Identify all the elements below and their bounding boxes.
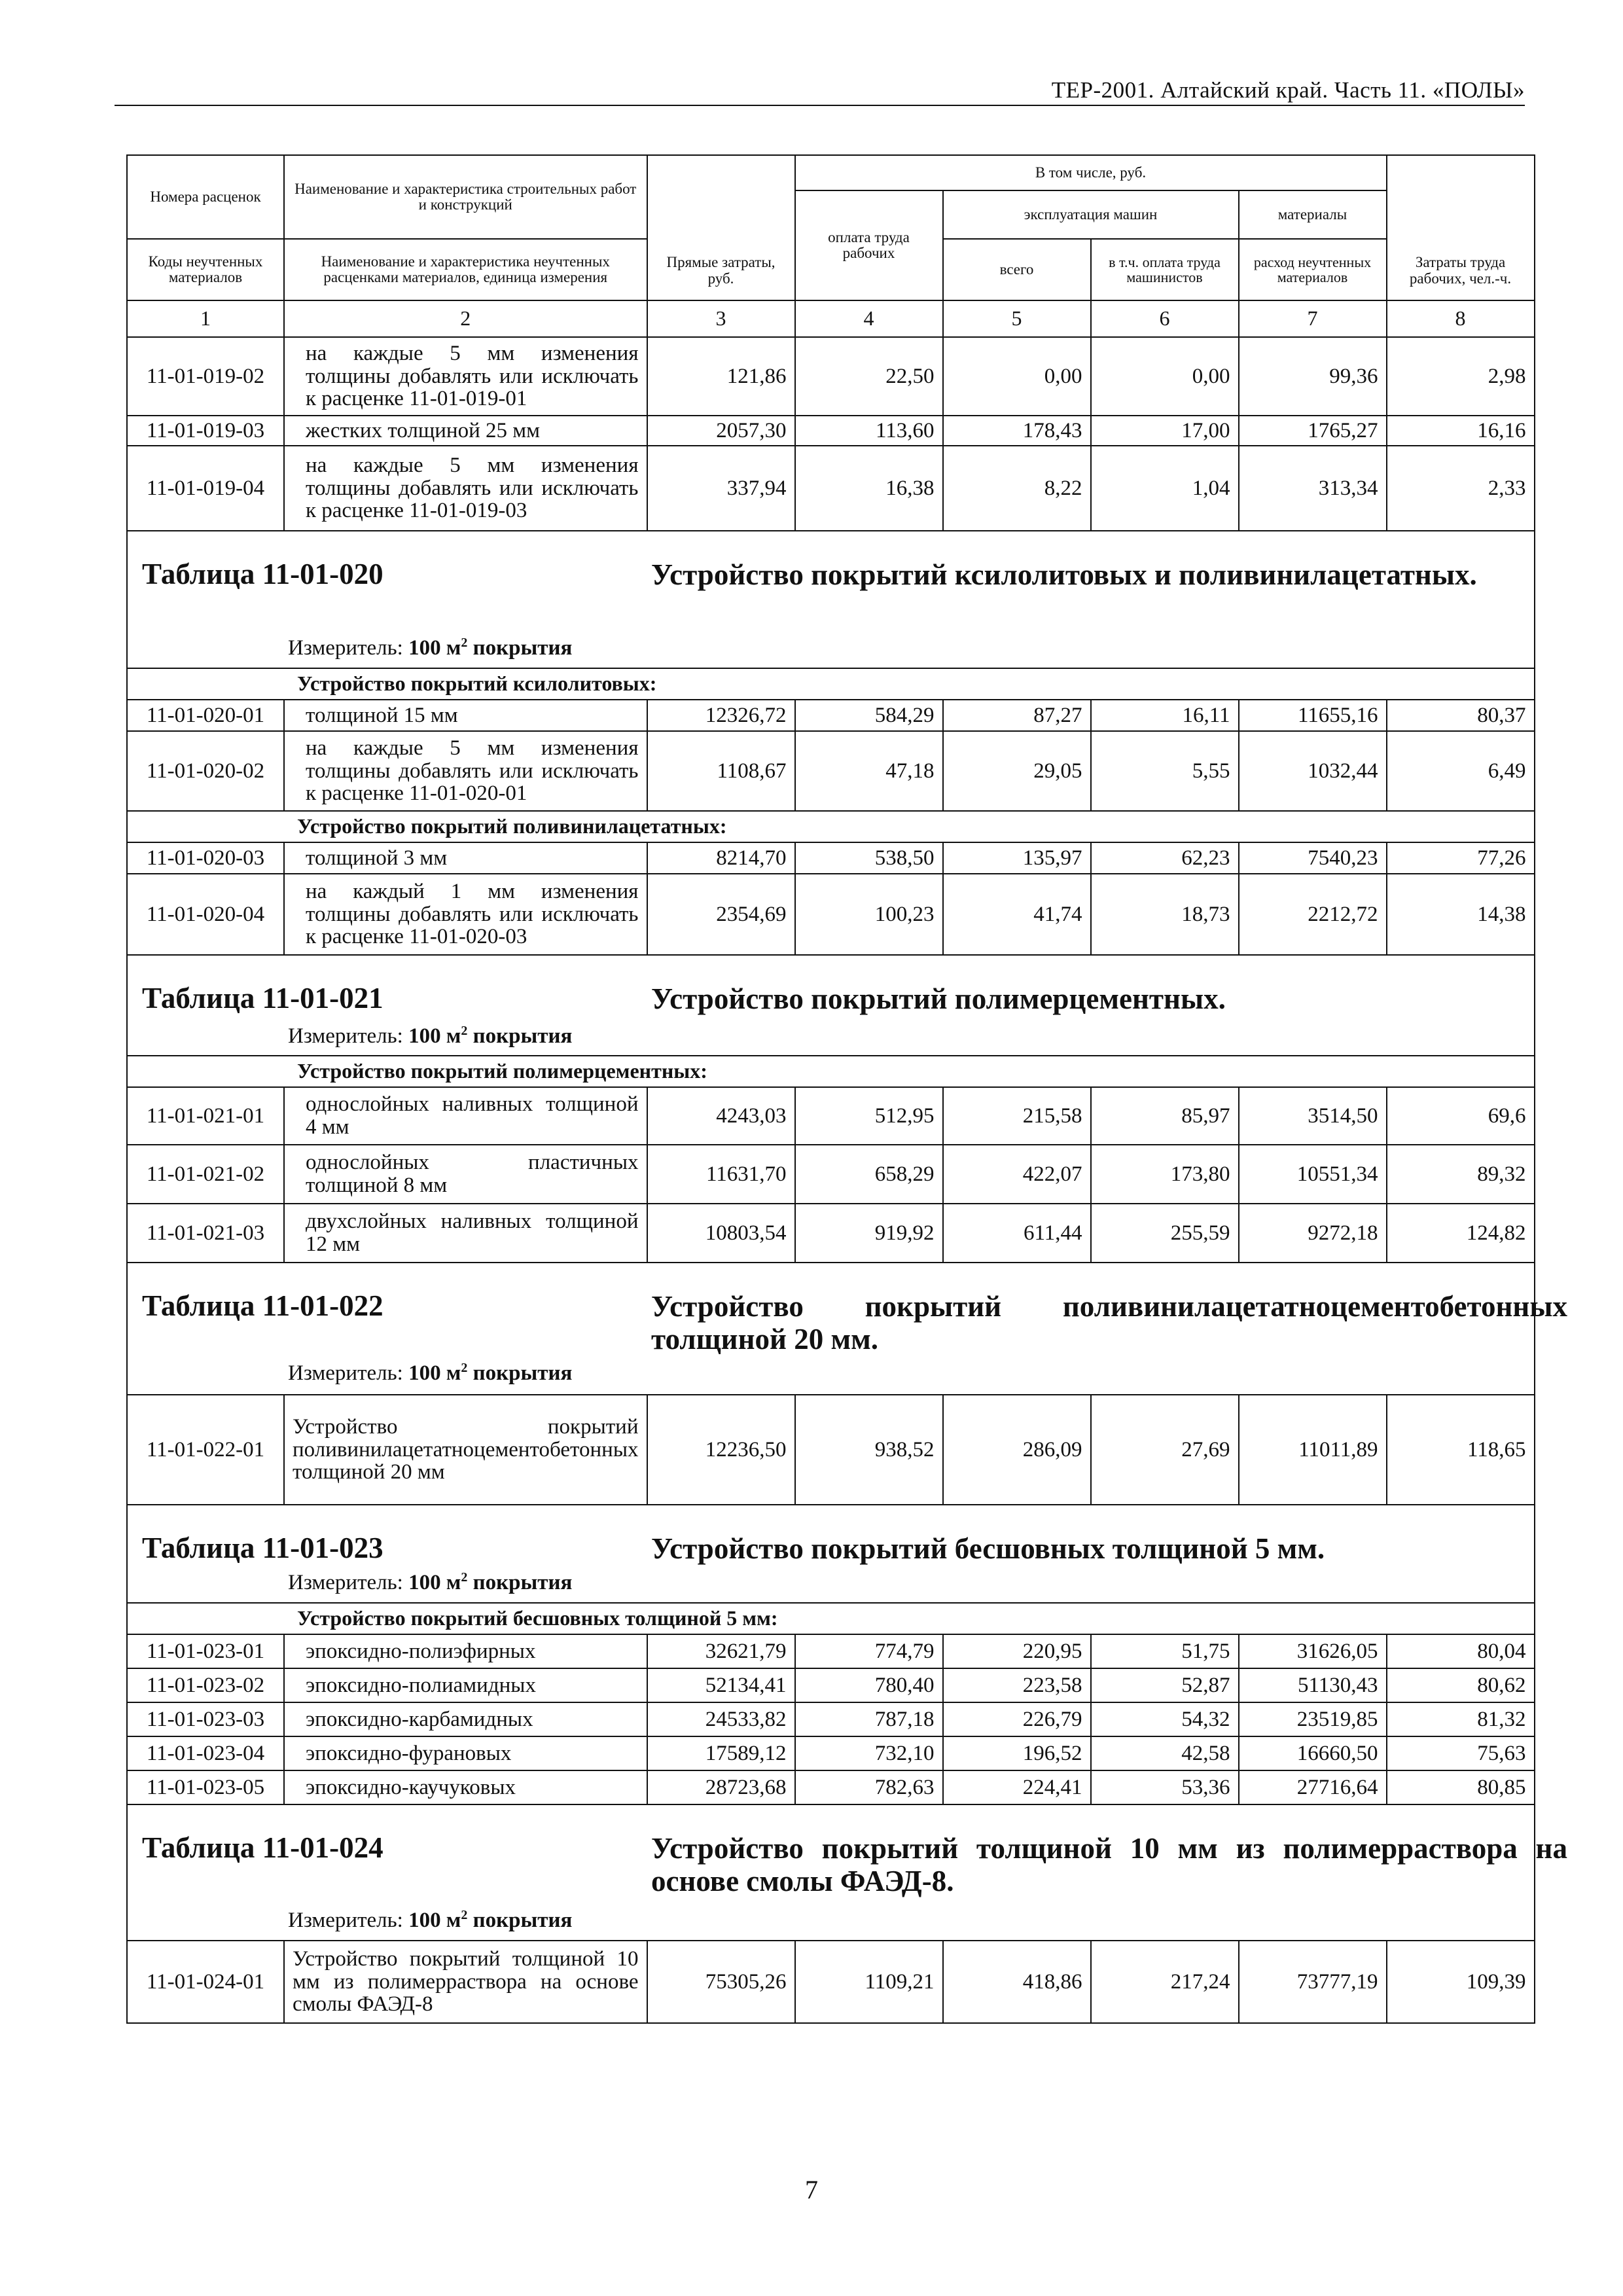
header-row-1	[127, 155, 1535, 190]
row-value: 732,10	[795, 1736, 943, 1770]
row-code: 11-01-019-04	[127, 446, 284, 531]
row-value: 41,74	[943, 874, 1091, 955]
header-col7: расход неучтенных материалов	[1239, 239, 1387, 300]
row-value: 12236,50	[647, 1395, 795, 1505]
row-value: 8,22	[943, 446, 1091, 531]
row-value: 18,73	[1091, 874, 1239, 955]
table-row	[127, 416, 1535, 446]
row-value: 4243,03	[647, 1087, 795, 1145]
header-col2-top: Наименование и характеристика строительных работ и конструкций	[284, 155, 647, 239]
row-value: 178,43	[943, 416, 1091, 446]
row-name: эпоксидно-полиэфирных	[284, 1634, 647, 1668]
row-value: 27,69	[1091, 1395, 1239, 1505]
row-value: 5,55	[1091, 731, 1239, 811]
row-value: 75,63	[1387, 1736, 1535, 1770]
row-value: 1032,44	[1239, 731, 1387, 811]
row-code: 11-01-021-02	[127, 1145, 284, 1204]
row-value: 9272,18	[1239, 1204, 1387, 1263]
table-heading-row	[127, 955, 1535, 1056]
table-label: Таблица 11-01-020	[142, 558, 383, 590]
row-value: 73777,19	[1239, 1941, 1387, 2023]
meter-line: Измеритель: 100 $м^2$ покрытия	[288, 1024, 573, 1048]
row-value: 16,11	[1091, 700, 1239, 731]
table-row	[127, 1634, 1535, 1668]
header-numbers-row	[127, 300, 1535, 337]
section-row	[127, 1603, 1535, 1634]
row-code: 11-01-020-01	[127, 700, 284, 731]
row-value: 512,95	[795, 1087, 943, 1145]
row-value: 538,50	[795, 842, 943, 874]
section-title: Устройство покрытий ксилолитовых:	[284, 668, 1535, 700]
row-code: 11-01-019-02	[127, 337, 284, 416]
row-value: 31626,05	[1239, 1634, 1387, 1668]
row-value: 782,63	[795, 1770, 943, 1804]
row-value: 80,37	[1387, 700, 1535, 731]
row-value: 47,18	[795, 731, 943, 811]
row-code: 11-01-020-04	[127, 874, 284, 955]
row-code: 11-01-021-03	[127, 1204, 284, 1263]
header-col4: оплата труда рабочих	[795, 190, 943, 300]
row-value: 220,95	[943, 1634, 1091, 1668]
row-code: 11-01-023-03	[127, 1702, 284, 1736]
row-value: 53,36	[1091, 1770, 1239, 1804]
row-value: 2354,69	[647, 874, 795, 955]
col-number: 2	[284, 300, 647, 337]
row-value: 337,94	[647, 446, 795, 531]
row-value: 196,52	[943, 1736, 1091, 1770]
table-row	[127, 1702, 1535, 1736]
table-row	[127, 842, 1535, 874]
row-code: 11-01-023-04	[127, 1736, 284, 1770]
header-col5: всего	[943, 239, 1091, 300]
header-col3: Прямые затраты, руб.	[647, 155, 795, 300]
row-value: 2,98	[1387, 337, 1535, 416]
row-value: 17,00	[1091, 416, 1239, 446]
table-label: Таблица 11-01-023	[142, 1532, 383, 1564]
row-name: Устройство покрытий поливинилацетатноцементобетонных толщиной 20 мм	[284, 1395, 647, 1505]
row-value: 2212,72	[1239, 874, 1387, 955]
row-value: 2,33	[1387, 446, 1535, 531]
row-value: 0,00	[943, 337, 1091, 416]
table-row	[127, 874, 1535, 955]
row-value: 780,40	[795, 1668, 943, 1702]
row-value: 422,07	[943, 1145, 1091, 1204]
row-value: 226,79	[943, 1702, 1091, 1736]
row-value: 62,23	[1091, 842, 1239, 874]
header-col8: Затраты труда рабочих, чел.-ч.	[1387, 155, 1535, 300]
row-value: 89,32	[1387, 1145, 1535, 1204]
row-value: 919,92	[795, 1204, 943, 1263]
row-value: 80,62	[1387, 1668, 1535, 1702]
meter-line: Измеритель: 100 $м^2$ покрытия	[288, 1570, 573, 1594]
col-number: 5	[943, 300, 1091, 337]
row-name: эпоксидно-фурановых	[284, 1736, 647, 1770]
row-value: 14,38	[1387, 874, 1535, 955]
row-value: 611,44	[943, 1204, 1091, 1263]
row-name: на каждые 5 мм изменения толщины добавлять или исключать к расценке 11-01-020-01	[284, 731, 647, 811]
row-value: 32621,79	[647, 1634, 795, 1668]
row-value: 51130,43	[1239, 1668, 1387, 1702]
header-group: В том числе, руб.	[795, 155, 1387, 190]
row-value: 16,16	[1387, 416, 1535, 446]
row-value: 224,41	[943, 1770, 1091, 1804]
table-row	[127, 1204, 1535, 1263]
table-title: Устройство покрытий полимерцементных.	[651, 982, 1226, 1015]
row-value: 80,85	[1387, 1770, 1535, 1804]
section-title: Устройство покрытий поливинилацетатных:	[284, 811, 1535, 842]
row-value: 2057,30	[647, 416, 795, 446]
table-row	[127, 337, 1535, 416]
row-value: 77,26	[1387, 842, 1535, 874]
row-value: 54,32	[1091, 1702, 1239, 1736]
row-value: 87,27	[943, 700, 1091, 731]
col-number: 8	[1387, 300, 1535, 337]
running-header: ТЕР-2001. Алтайский край. Часть 11. «ПОЛЫ»	[1051, 77, 1525, 103]
row-value: 11011,89	[1239, 1395, 1387, 1505]
row-value: 16660,50	[1239, 1736, 1387, 1770]
row-value: 286,09	[943, 1395, 1091, 1505]
page-number: 7	[805, 2175, 818, 2204]
row-value: 11655,16	[1239, 700, 1387, 731]
row-value: 6,49	[1387, 731, 1535, 811]
row-value: 16,38	[795, 446, 943, 531]
row-name: Устройство покрытий толщиной 10 мм из полимерраствора на основе смолы ФАЭД-8	[284, 1941, 647, 2023]
row-value: 1109,21	[795, 1941, 943, 2023]
table-row	[127, 1087, 1535, 1145]
row-value: 42,58	[1091, 1736, 1239, 1770]
header-materials: материалы	[1239, 190, 1387, 239]
row-value: 658,29	[795, 1145, 943, 1204]
row-value: 124,82	[1387, 1204, 1535, 1263]
table-row	[127, 1770, 1535, 1804]
col-number: 7	[1239, 300, 1387, 337]
row-code: 11-01-023-01	[127, 1634, 284, 1668]
row-name: на каждые 5 мм изменения толщины добавлять или исключать к расценке 11-01-019-01	[284, 337, 647, 416]
row-code: 11-01-020-03	[127, 842, 284, 874]
row-name: жестких толщиной 25 мм	[284, 416, 647, 446]
section-row	[127, 811, 1535, 842]
row-value: 100,23	[795, 874, 943, 955]
row-code: 11-01-021-01	[127, 1087, 284, 1145]
header-col1-bottom: Коды неучтенных материалов	[127, 239, 284, 300]
row-value: 28723,68	[647, 1770, 795, 1804]
row-value: 12326,72	[647, 700, 795, 731]
meter-line: Измеритель: 100 $м^2$ покрытия	[288, 1361, 573, 1385]
header-col1-top: Номера расценок	[127, 155, 284, 239]
col-number: 4	[795, 300, 943, 337]
col-number: 1	[127, 300, 284, 337]
table-row	[127, 700, 1535, 731]
row-name: эпоксидно-карбамидных	[284, 1702, 647, 1736]
row-value: 938,52	[795, 1395, 943, 1505]
row-name: эпоксидно-полиамидных	[284, 1668, 647, 1702]
row-code: 11-01-019-03	[127, 416, 284, 446]
row-value: 69,6	[1387, 1087, 1535, 1145]
table-label: Таблица 11-01-022	[142, 1289, 383, 1322]
row-name: однослойных пластичных толщиной 8 мм	[284, 1145, 647, 1204]
row-value: 1765,27	[1239, 416, 1387, 446]
row-value: 3514,50	[1239, 1087, 1387, 1145]
header-rule	[115, 105, 1525, 106]
row-name: толщиной 15 мм	[284, 700, 647, 731]
table-label: Таблица 11-01-024	[142, 1831, 383, 1864]
table-row	[127, 1145, 1535, 1204]
row-value: 10803,54	[647, 1204, 795, 1263]
row-value: 52134,41	[647, 1668, 795, 1702]
table-title: Устройство покрытий ксилолитовых и поливинилацетатных.	[651, 558, 1477, 591]
row-code: 11-01-023-02	[127, 1668, 284, 1702]
row-value: 99,36	[1239, 337, 1387, 416]
row-code: 11-01-024-01	[127, 1941, 284, 2023]
table-heading-row	[127, 531, 1535, 668]
header-col6: в т.ч. оплата труда машинистов	[1091, 239, 1239, 300]
section-row	[127, 668, 1535, 700]
row-value: 0,00	[1091, 337, 1239, 416]
row-name: на каждый 1 мм изменения толщины добавлять или исключать к расценке 11-01-020-03	[284, 874, 647, 955]
row-value: 10551,34	[1239, 1145, 1387, 1204]
table-row	[127, 1941, 1535, 2023]
row-code: 11-01-020-02	[127, 731, 284, 811]
row-value: 113,60	[795, 416, 943, 446]
table-row	[127, 1736, 1535, 1770]
row-value: 118,65	[1387, 1395, 1535, 1505]
table-row	[127, 1395, 1535, 1505]
row-value: 217,24	[1091, 1941, 1239, 2023]
row-value: 7540,23	[1239, 842, 1387, 874]
table-heading-row	[127, 1263, 1535, 1395]
row-value: 774,79	[795, 1634, 943, 1668]
row-value: 787,18	[795, 1702, 943, 1736]
row-name: однослойных наливных толщиной 4 мм	[284, 1087, 647, 1145]
meter-line: Измеритель: 100 $м^2$ покрытия	[288, 636, 573, 660]
table-label: Таблица 11-01-021	[142, 982, 383, 1014]
meter-line: Измеритель: 100 $м^2$ покрытия	[288, 1908, 573, 1932]
row-value: 223,58	[943, 1668, 1091, 1702]
table-title: Устройство покрытий бесшовных толщиной 5 мм.	[651, 1532, 1325, 1565]
row-value: 418,86	[943, 1941, 1091, 2023]
table-title: Устройство покрытий поливинилацетатноцементобетонных толщиной 20 мм.	[651, 1290, 1567, 1355]
row-value: 81,32	[1387, 1702, 1535, 1736]
row-value: 135,97	[943, 842, 1091, 874]
row-value: 17589,12	[647, 1736, 795, 1770]
table-heading-row	[127, 1804, 1535, 1941]
col-number: 3	[647, 300, 795, 337]
header-machines: эксплуатация машин	[943, 190, 1239, 239]
row-value: 27716,64	[1239, 1770, 1387, 1804]
table-title: Устройство покрытий толщиной 10 мм из полимерраствора на основе смолы ФАЭД-8.	[651, 1832, 1567, 1897]
row-value: 29,05	[943, 731, 1091, 811]
row-code: 11-01-023-05	[127, 1770, 284, 1804]
row-value: 22,50	[795, 337, 943, 416]
row-value: 75305,26	[647, 1941, 795, 2023]
row-value: 109,39	[1387, 1941, 1535, 2023]
row-value: 584,29	[795, 700, 943, 731]
col-number: 6	[1091, 300, 1239, 337]
row-value: 85,97	[1091, 1087, 1239, 1145]
row-value: 255,59	[1091, 1204, 1239, 1263]
row-name: двухслойных наливных толщиной 12 мм	[284, 1204, 647, 1263]
row-value: 1,04	[1091, 446, 1239, 531]
row-value: 1108,67	[647, 731, 795, 811]
row-code: 11-01-022-01	[127, 1395, 284, 1505]
row-name: толщиной 3 мм	[284, 842, 647, 874]
header-col2-bottom: Наименование и характеристика неучтенных расценками материалов, единица измерения	[284, 239, 647, 300]
price-table	[126, 154, 1567, 2024]
table-row	[127, 1668, 1535, 1702]
table-row	[127, 446, 1535, 531]
row-value: 313,34	[1239, 446, 1387, 531]
section-title: Устройство покрытий бесшовных толщиной 5 мм:	[284, 1603, 1535, 1634]
row-value: 52,87	[1091, 1668, 1239, 1702]
row-value: 11631,70	[647, 1145, 795, 1204]
row-value: 8214,70	[647, 842, 795, 874]
section-title: Устройство покрытий полимерцементных:	[284, 1056, 1535, 1087]
row-value: 24533,82	[647, 1702, 795, 1736]
row-value: 23519,85	[1239, 1702, 1387, 1736]
row-value: 173,80	[1091, 1145, 1239, 1204]
row-value: 51,75	[1091, 1634, 1239, 1668]
table-heading-row	[127, 1505, 1535, 1603]
table-row	[127, 731, 1535, 811]
row-value: 121,86	[647, 337, 795, 416]
row-value: 80,04	[1387, 1634, 1535, 1668]
section-row	[127, 1056, 1535, 1087]
row-value: 215,58	[943, 1087, 1091, 1145]
row-name: на каждые 5 мм изменения толщины добавлять или исключать к расценке 11-01-019-03	[284, 446, 647, 531]
row-name: эпоксидно-каучуковых	[284, 1770, 647, 1804]
